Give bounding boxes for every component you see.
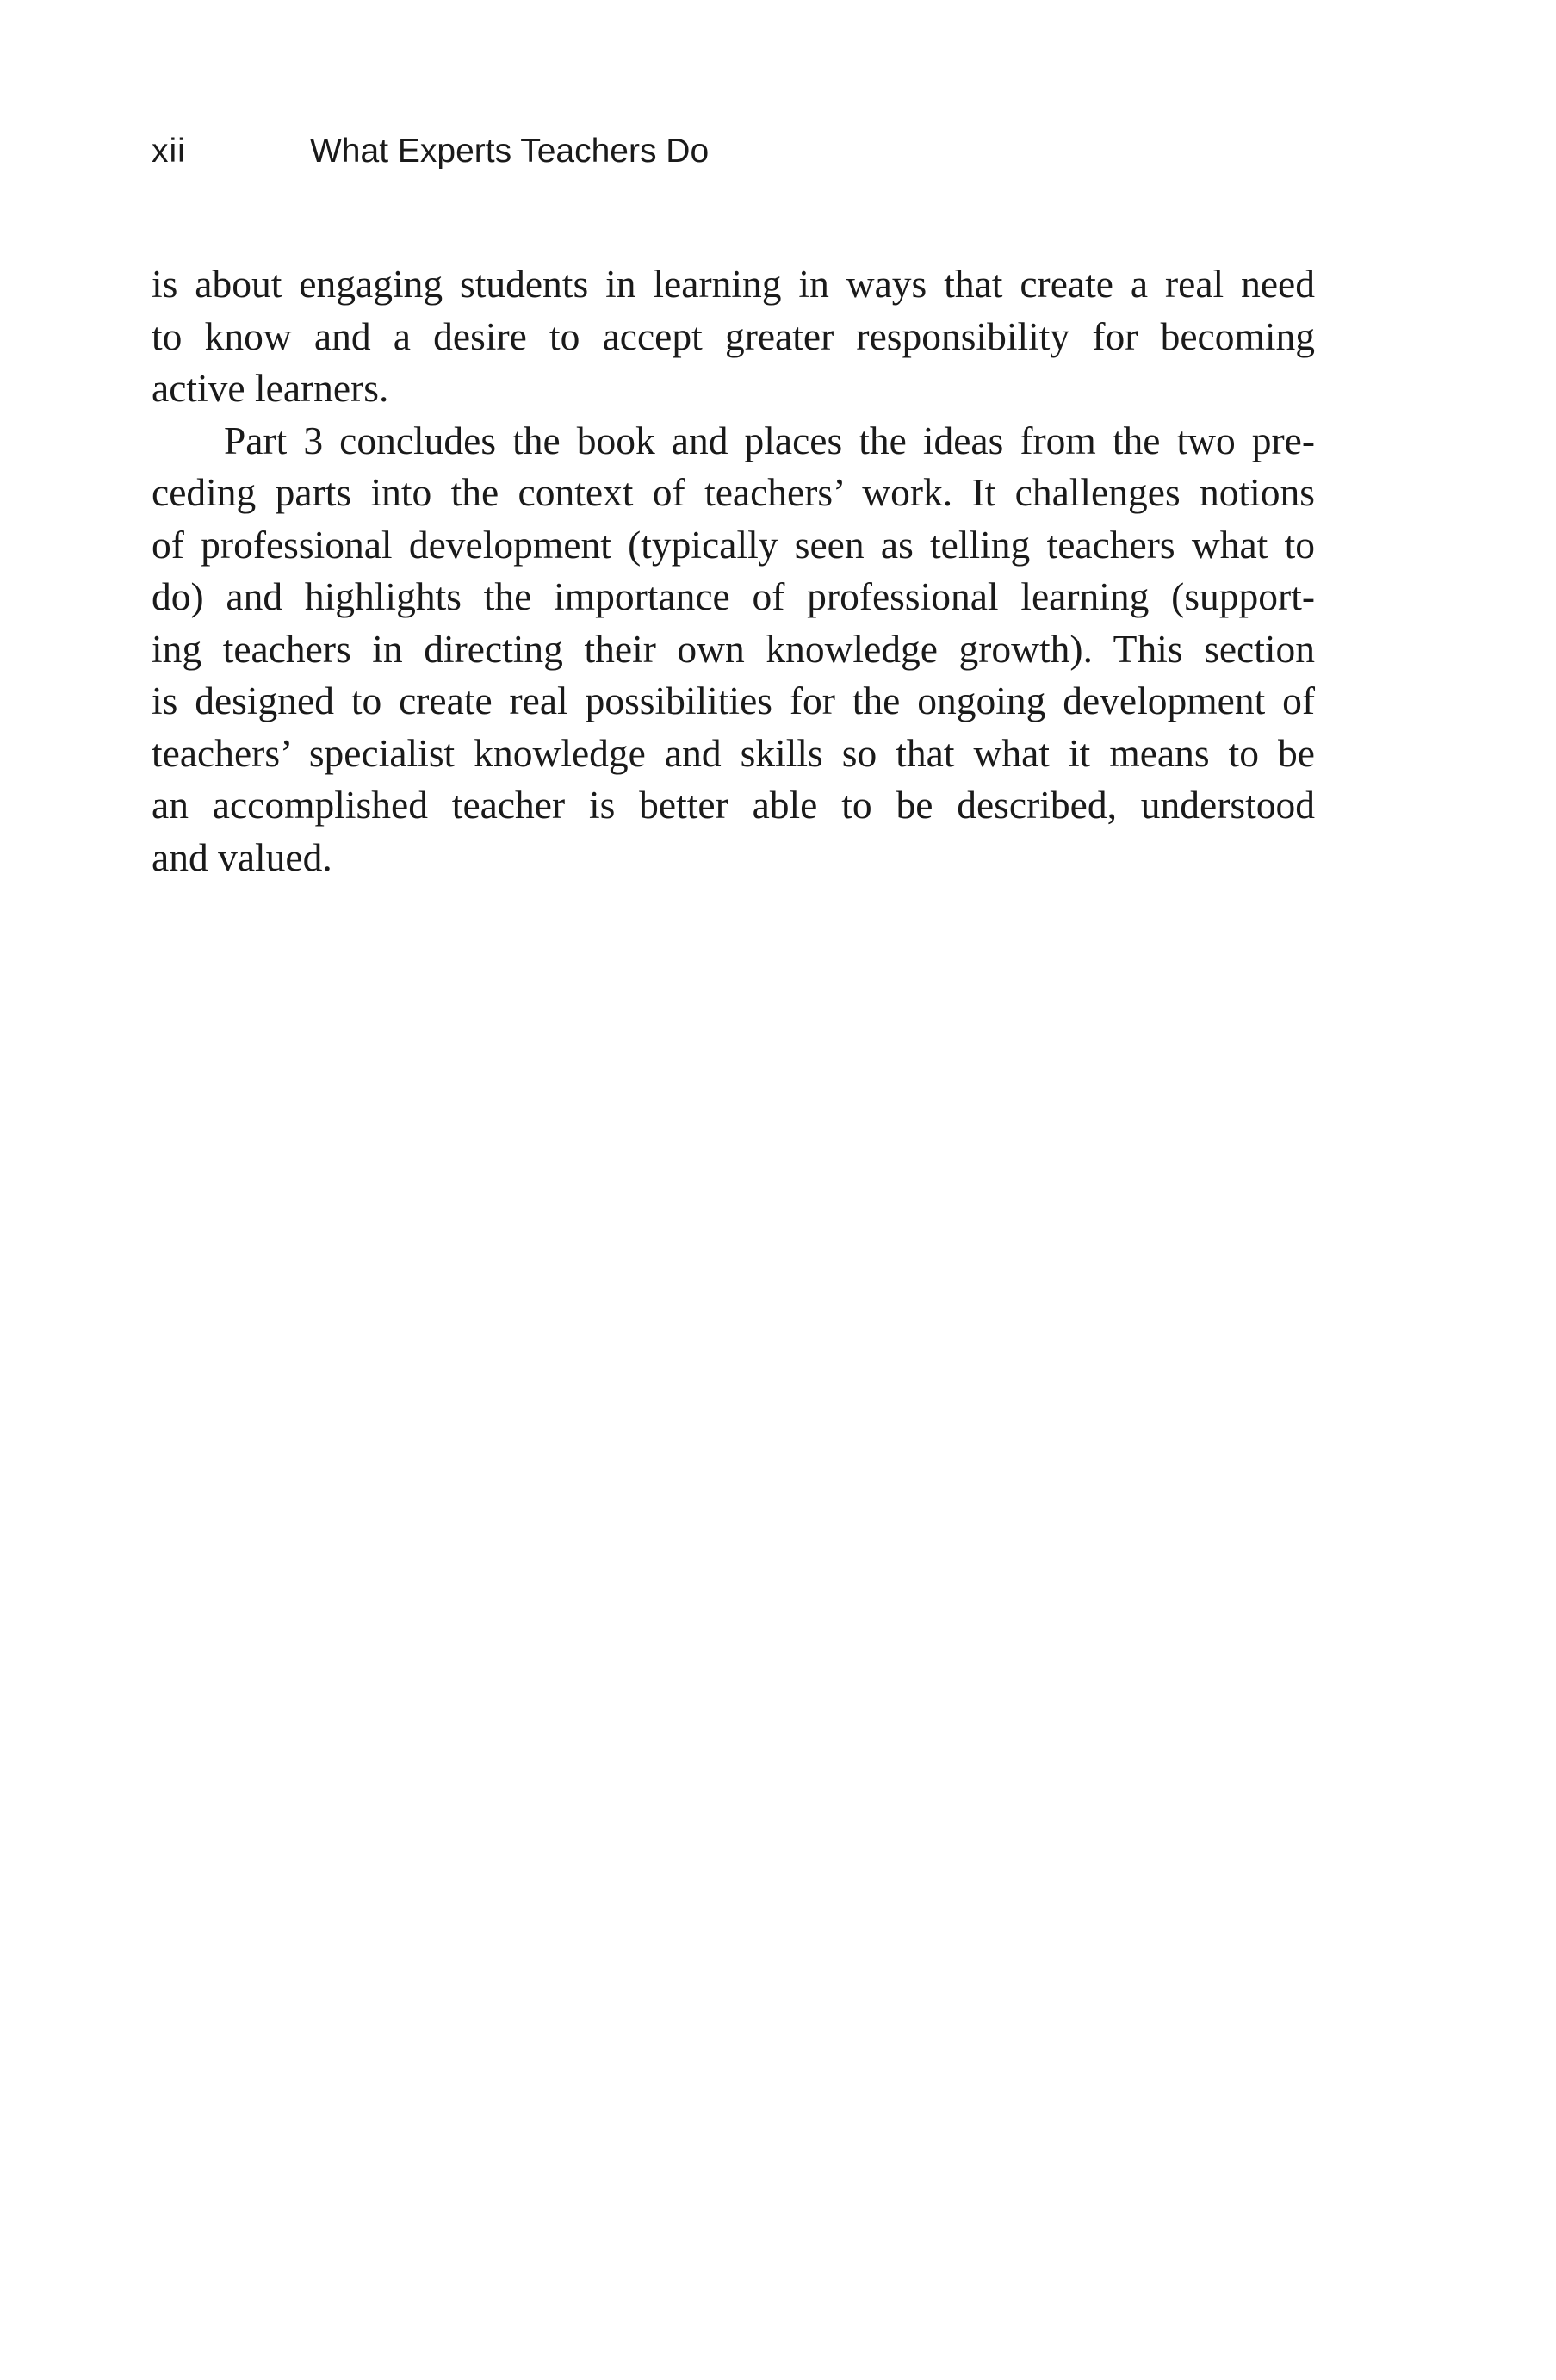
text-line: and valued. [152,834,332,879]
text-line: do) and highlights the importance of professional learning (support- [152,574,1315,618]
text-line: is designed to create real possibilities for the ongoing development of [152,679,1315,722]
paragraph-part-3 [152,415,1315,884]
text-line: Part 3 concludes the book and places the ideas from the two pre- [224,418,1315,462]
body-text [152,258,1315,883]
paragraph-continuation [152,258,1315,415]
text-line: teachers’ specialist knowledge and skills so that what it means to be [152,730,1315,775]
text-line: is about engaging students in learning in ways that create a real need [152,262,1315,306]
text-line: of professional development (typically seen as telling teachers what to [152,522,1315,567]
running-title: What Experts Teachers Do [310,133,710,170]
text-line: to know and a desire to accept greater responsibility for becoming [152,313,1315,358]
page-number: xii [152,133,186,170]
text-line: ing teachers in directing their own knowledge growth). This section [152,626,1315,671]
running-head [152,133,709,184]
text-line: ceding parts into the context of teachers’ work. It challenges notions [152,470,1315,514]
text-line: an accomplished teacher is better able to be described, understood [152,783,1315,827]
text-line: active learners. [152,366,389,410]
